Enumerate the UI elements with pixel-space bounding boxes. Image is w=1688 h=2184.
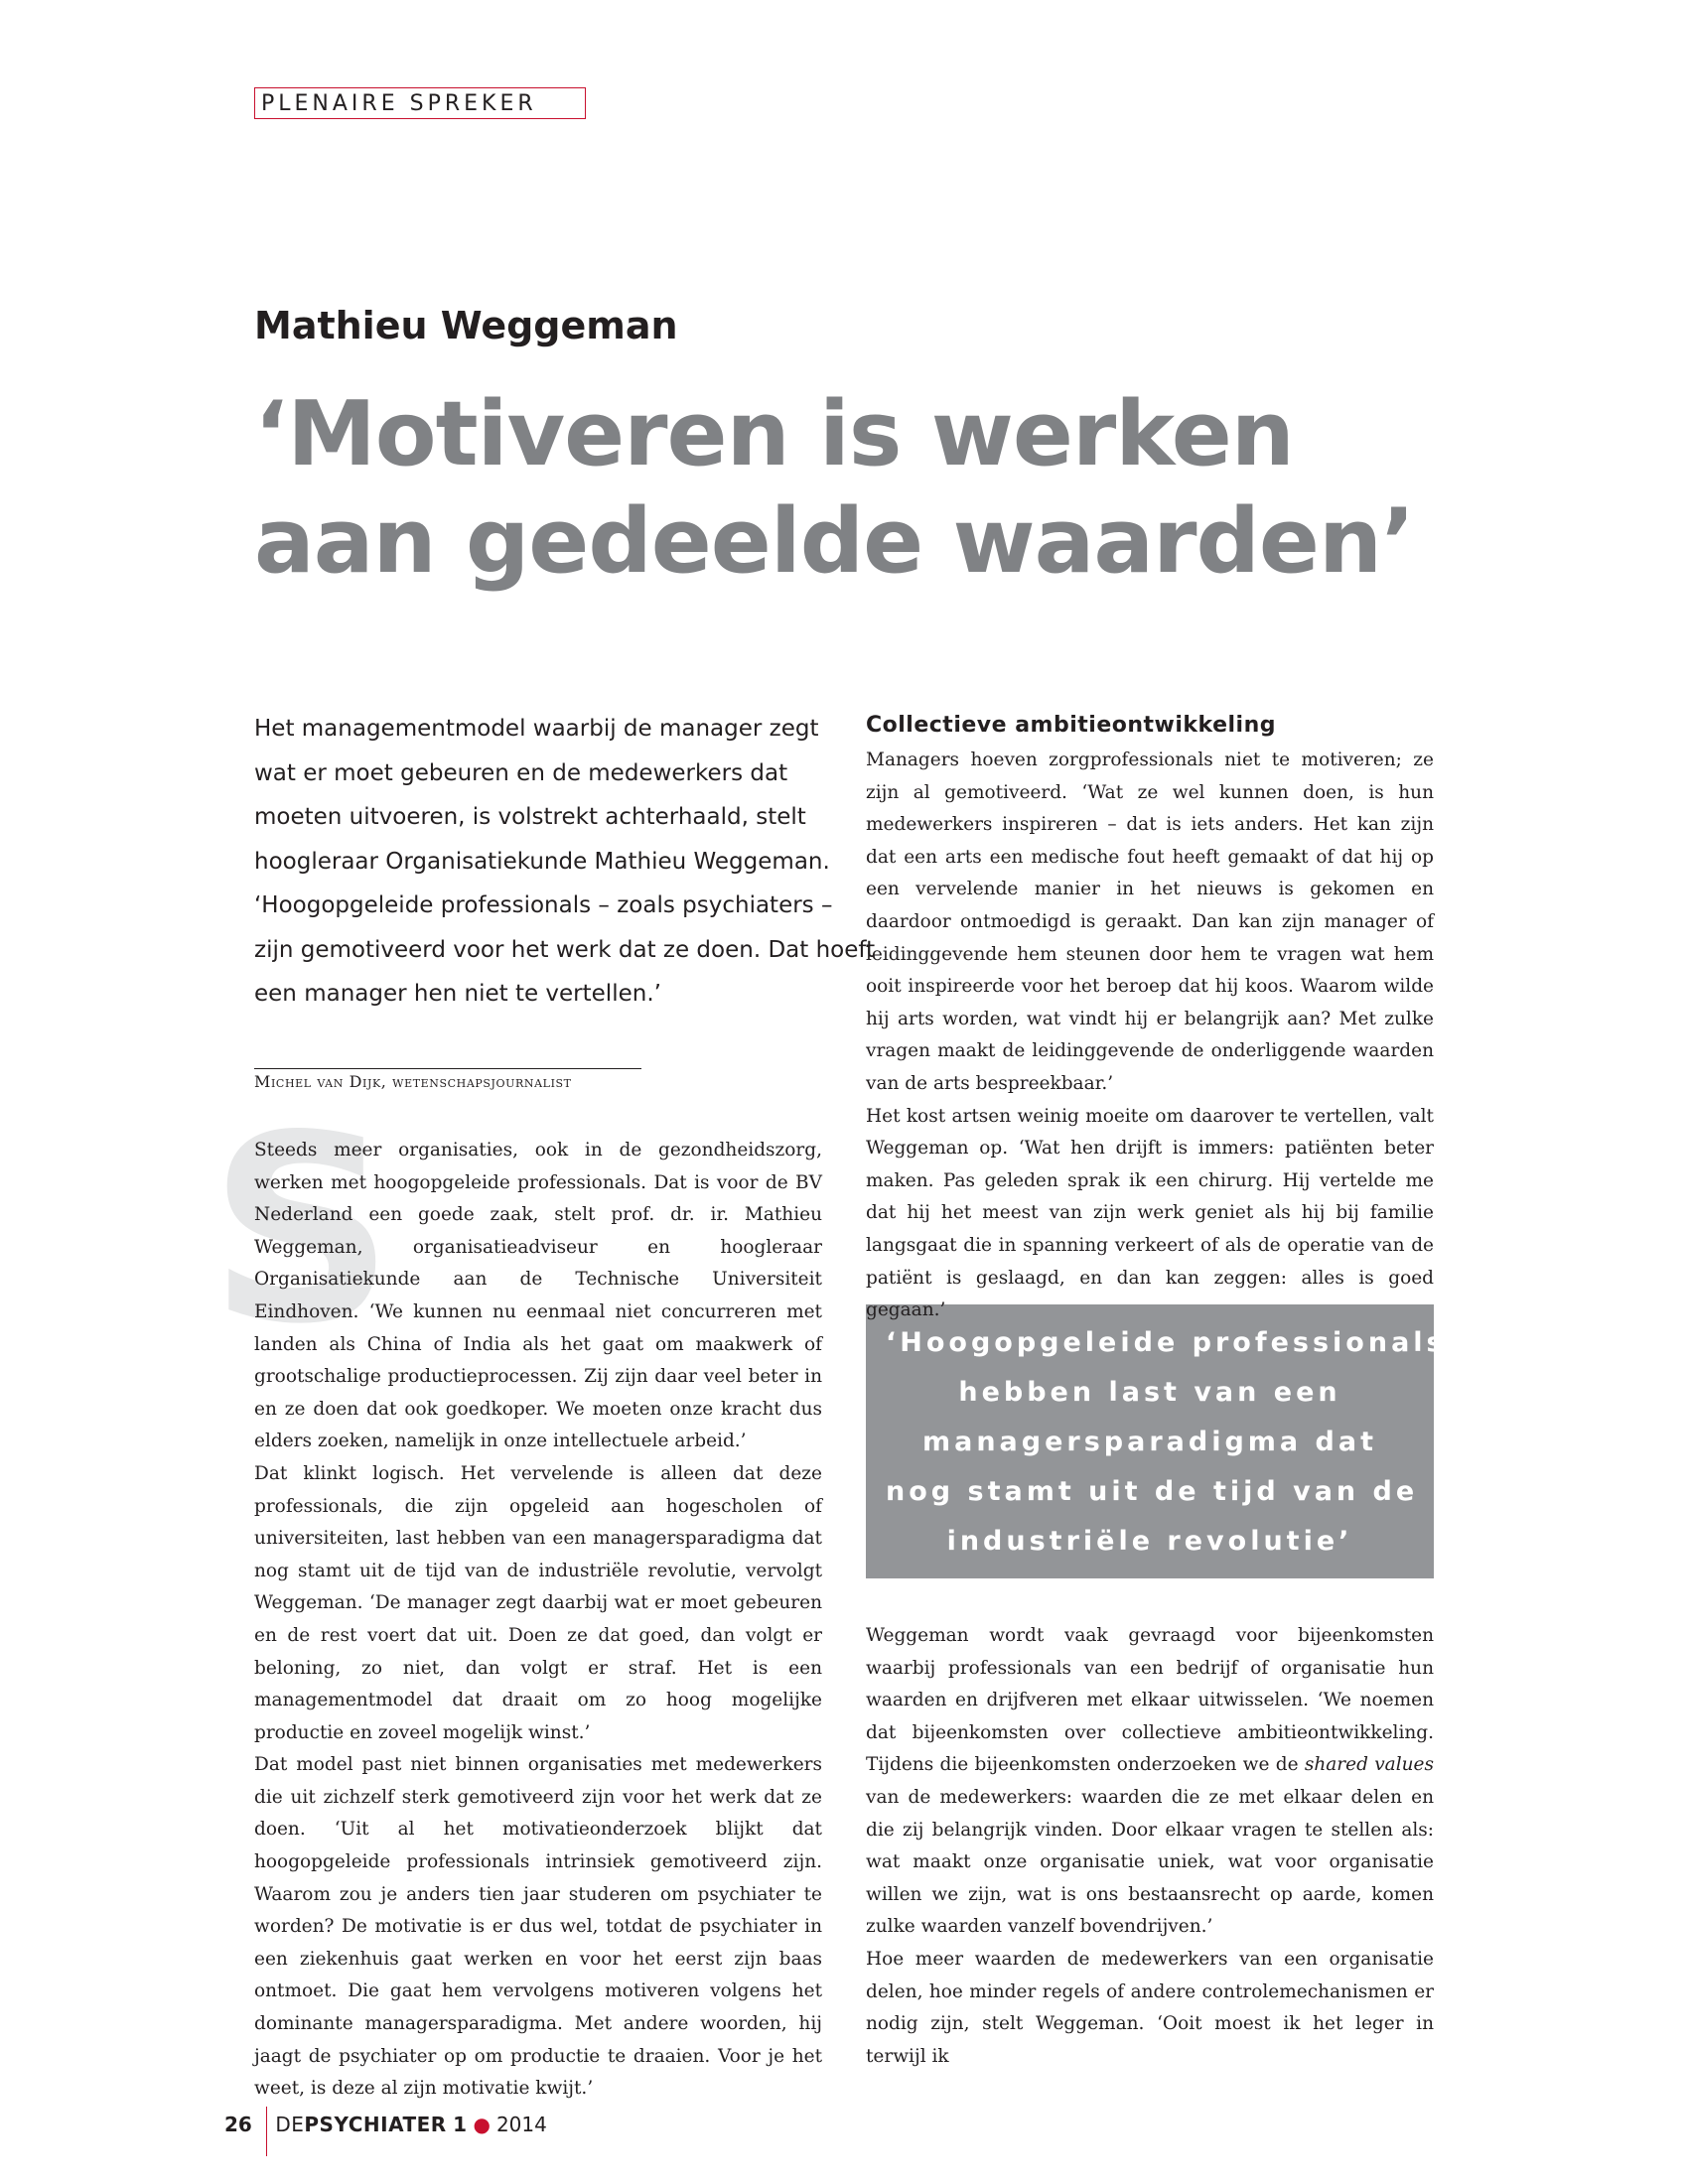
magazine-name: PSYCHIATER	[304, 2113, 447, 2136]
section-tag	[254, 87, 586, 119]
lead-line: ‘Hoogopgeleide professionals – zoals psychiaters –	[254, 892, 833, 918]
drop-cap: S	[209, 1081, 395, 1381]
lead-line: zijn gemotiveerd voor het werk dat ze doen. Dat hoeft	[254, 936, 876, 963]
issue-year: 2014	[495, 2113, 547, 2136]
body-paragraph: Steeds meer organisaties, ook in de gezondheidszorg, werken met hoogopgeleide professionals. Dat is voor de BV Nederland een goede zaak, stelt prof. dr. ir. Mathieu Weggeman, organisatieadviseur en hoogleraar Organisatiekunde aan de Technische Universiteit Eindhoven. ‘We kunnen nu eenmaal niet concurreren met landen als China of India als het gaat om maakwerk of grootschalige productieprocessen. Zij zijn daar veel beter in en ze doen dat ook goedkoper. We moeten onze kracht dus elders zoeken, namelijk in onze intellectuele arbeid.’	[254, 1140, 822, 1452]
page-footer	[224, 2113, 547, 2162]
body-paragraph: Dat klinkt logisch. Het vervelende is alleen dat deze professionals, die zijn opgeleid aan hogescholen of universiteiten, last hebben van een managersparadigma dat nog stamt uit de tijd van de industriële revolutie, vervolgt Weggeman. ‘De manager zegt daarbij wat er moet gebeuren en de rest voert dat uit. Doen ze dat goed, dan volgt er beloning, zo niet, dan volgt er straf. Het is een managementmodel dat draait om zo hoog mogelijke productie en zoveel mogelijk winst.’	[254, 1462, 822, 1743]
pull-quote-line: hebben last van een	[958, 1377, 1341, 1408]
author-name: Mathieu Weggeman	[254, 304, 678, 347]
byline-divider	[254, 1068, 641, 1069]
issue-number: 1	[453, 2113, 468, 2136]
section-tag-label: PLENAIRE SPREKER	[261, 91, 537, 116]
body-column-right-bottom	[866, 1620, 1434, 2073]
lead-line: hoogleraar Organisatiekunde Mathieu Weggeman.	[254, 848, 830, 875]
body-paragraph: Dat model past niet binnen organisaties met medewerkers die uit zichzelf sterk gemotiveerd zijn voor het werk dat ze doen. ‘Uit al het motivatieonderzoek blijkt dat hoogopgeleide professionals intrinsiek gemotiveerd zijn. Waarom zou je anders tien jaar studeren om psychiater te worden? De motivatie is er dus wel, totdat de psychiater in een ziekenhuis gaat werken en voor het eerst zijn baas ontmoet. Die gaat hem vervolgens motiveren volgens het dominante managersparadigma. Met andere woorden, hij jaagt de psychiater op om productie te draaien. Voor je het weet, is deze al zijn motivatie kwijt.’	[254, 1754, 822, 2100]
pull-quote-line: nog stamt uit de tijd van de	[886, 1476, 1419, 1507]
pull-quote-line: industriële revolutie’	[946, 1526, 1353, 1557]
page-number: 26	[224, 2113, 252, 2136]
lead-paragraph	[254, 707, 876, 1017]
body-paragraph: Het kost artsen weinig moeite om daarover te vertellen, valt Weggeman op. ‘Wat hen drijft is immers: patiënten beter maken. Pas geleden sprak ik een chirurg. Hij vertelde me dat hij het meest van zijn werk geniet als hij bij familie langsgaat die in spanning verkeert of als de operatie van de patiënt is geslaagd, en dan kan zeggen: alles is goed gegaan.’	[866, 1105, 1434, 1321]
body-text: Weggeman wordt vaak gevraagd voor bijeenkomsten waarbij professionals van een bedrijf of organisatie hun waarden en drijfveren met elkaar uitwisselen. ‘We noemen dat bijeenkomsten over collectieve ambitieontwikkeling. Tijdens die bijeenkomsten onderzoeken we de	[866, 1625, 1434, 1776]
byline: Michel van Dijk, wetenschapsjournalist	[254, 1072, 572, 1091]
body-text: van de medewerkers: waarden die ze met elkaar delen en die zij belangrijk vinden. Door elkaar vragen te stellen als: wat maakt onze organisatie uniek, wat voor organisatie willen we zijn, wat is ons bestaansrecht op aarde, komen zulke waarden vanzelf bovendrijven.’	[866, 1786, 1434, 1938]
subheading: Collectieve ambitieontwikkeling	[866, 713, 1276, 738]
body-column-right-top	[866, 745, 1434, 1327]
body-paragraph	[866, 1620, 1434, 1944]
lead-line: een manager hen niet te vertellen.’	[254, 981, 661, 1007]
pull-quote-line: managersparadigma dat	[921, 1427, 1378, 1457]
body-paragraph: Hoe meer waarden de medewerkers van een organisatie delen, hoe minder regels of andere controlemechanismen er nodig zijn, stelt Weggeman. ‘Ooit moest ik het leger in terwijl ik	[866, 1948, 1434, 2067]
footer-divider	[266, 2107, 268, 2156]
footer-dot-icon: ●	[473, 2113, 491, 2136]
headline-line-2: aan gedeelde waarden’	[254, 489, 1415, 594]
headline-line-1: ‘Motiveren is werken	[254, 382, 1294, 486]
lead-line: Het managementmodel waarbij de manager zegt	[254, 716, 819, 742]
pull-quote-box	[866, 1304, 1447, 1578]
article-headline	[254, 381, 1545, 596]
emphasis-text: shared values	[1304, 1754, 1434, 1776]
magazine-prefix: DE	[275, 2113, 305, 2136]
body-paragraph: Managers hoeven zorgprofessionals niet te motiveren; ze zijn al gemotiveerd. ‘Wat ze wel kunnen doen, is hun medewerkers inspireren – dat is iets anders. Het kan zijn dat een arts een medische fout heeft gemaakt of dat hij op een vervelende manier in het nieuws is gekomen en daardoor ontmoedigd is geraakt. Dan kan zijn manager of leidinggevende hem steunen door hem te vragen wat hem ooit inspireerde voor het beroep dat hij koos. Waarom wilde hij arts worden, wat vindt hij er belangrijk aan? Met zulke vragen maakt de leidinggevende de onderliggende waarden van de arts bespreekbaar.’	[866, 750, 1434, 1094]
lead-line: wat er moet gebeuren en de medewerkers dat	[254, 759, 788, 786]
body-column-left	[254, 1135, 822, 2106]
lead-line: moeten uitvoeren, is volstrekt achterhaald, stelt	[254, 804, 806, 830]
pull-quote-line: ‘Hoogopgeleide professionals	[886, 1327, 1447, 1358]
